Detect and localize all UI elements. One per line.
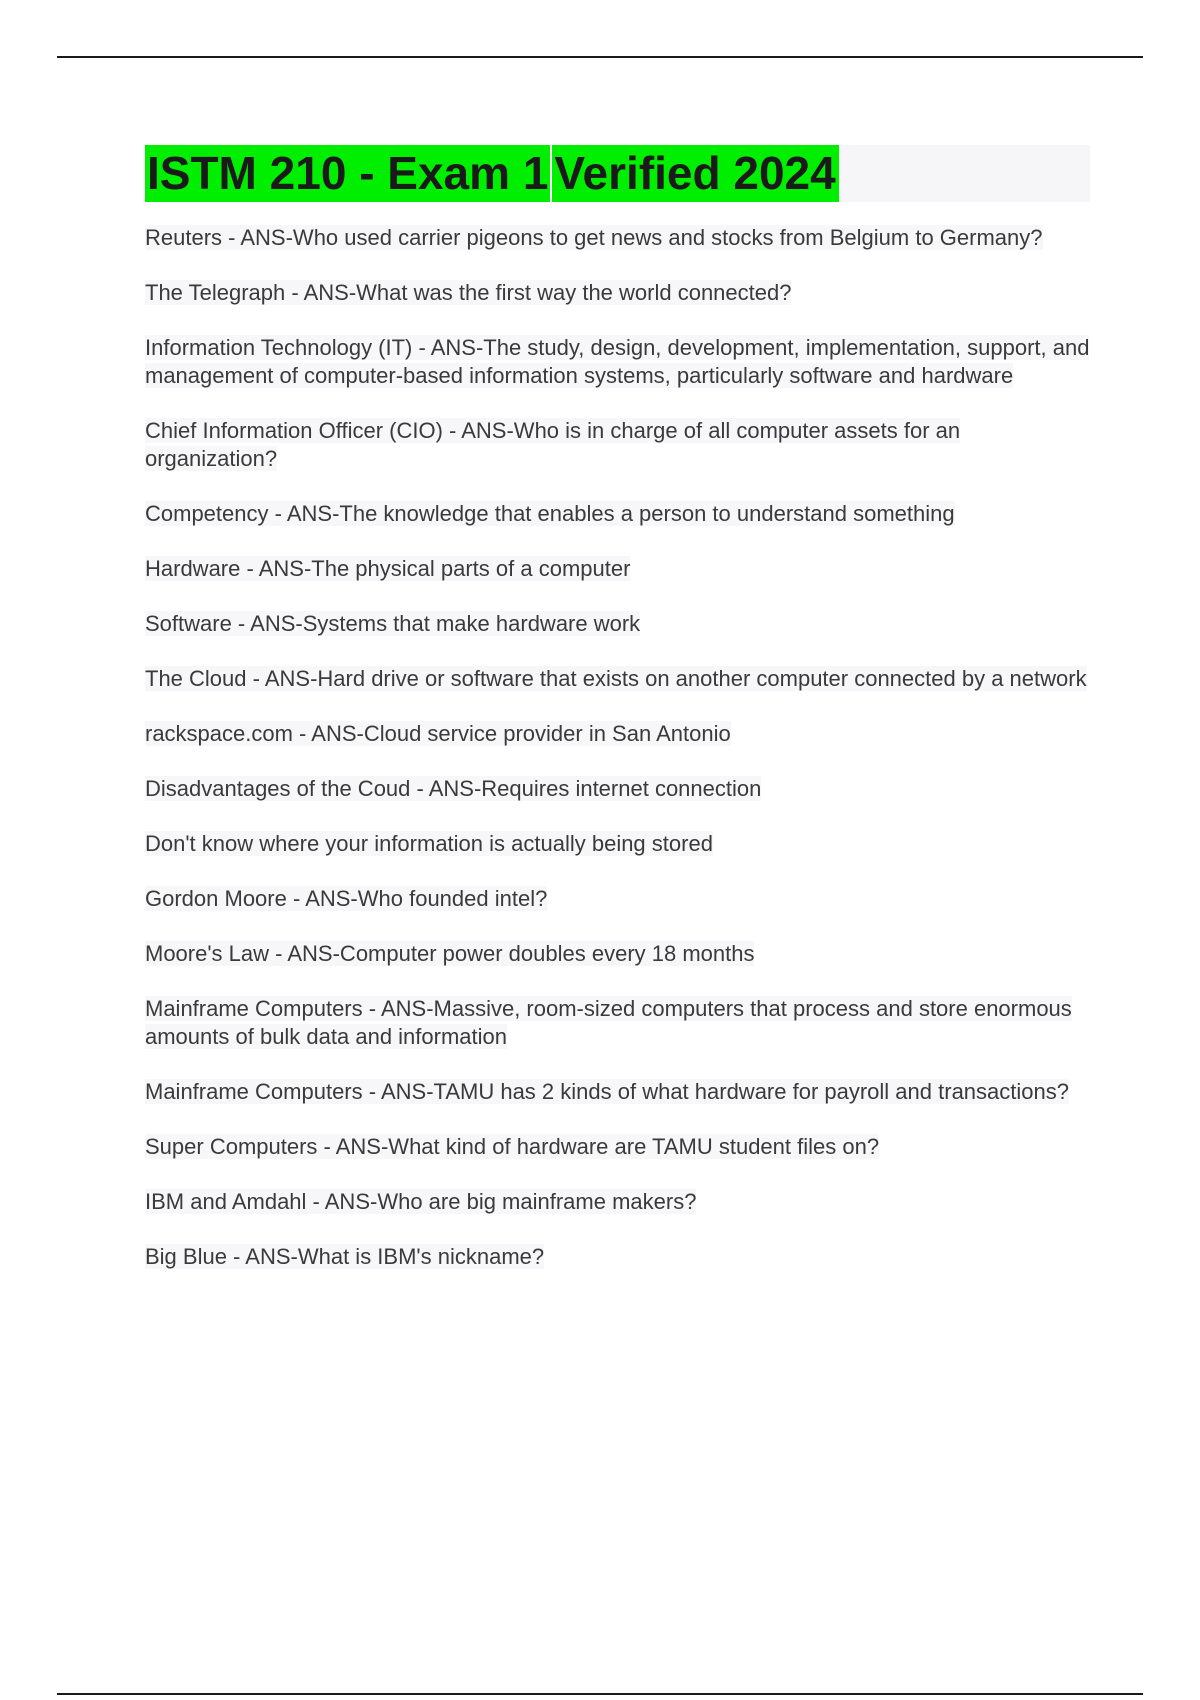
qa-item: Moore's Law - ANS-Computer power doubles every 18 months <box>145 941 755 966</box>
qa-item: Mainframe Computers - ANS-Massive, room-sized computers that process and store enormous amounts of bulk data and information <box>145 996 1072 1049</box>
qa-item: Reuters - ANS-Who used carrier pigeons to get news and stocks from Belgium to Germany? <box>145 225 1043 250</box>
title-part-1: ISTM 210 - Exam 1 <box>147 147 549 199</box>
qa-item: Competency - ANS-The knowledge that enables a person to understand something <box>145 501 955 526</box>
qa-item: Mainframe Computers - ANS-TAMU has 2 kinds of what hardware for payroll and transactions? <box>145 1079 1069 1104</box>
qa-item: Chief Information Officer (CIO) - ANS-Who is in charge of all computer assets for an organization? <box>145 418 961 471</box>
qa-item: Super Computers - ANS-What kind of hardware are TAMU student files on? <box>145 1134 880 1159</box>
qa-item: IBM and Amdahl - ANS-Who are big mainframe makers? <box>145 1189 697 1214</box>
qa-item: Disadvantages of the Coud - ANS-Requires internet connection <box>145 776 762 801</box>
qa-item: Gordon Moore - ANS-Who founded intel? <box>145 886 548 911</box>
top-rule <box>57 56 1143 58</box>
qa-item: Don't know where your information is actually being stored <box>145 831 713 856</box>
qa-item: rackspace.com - ANS-Cloud service provider in San Antonio <box>145 721 731 746</box>
title-part-2: Verified 2024 <box>554 147 836 199</box>
qa-item: Big Blue - ANS-What is IBM's nickname? <box>145 1244 545 1269</box>
document-title <box>145 145 839 202</box>
document-body <box>145 145 1090 1298</box>
qa-list <box>145 224 1090 1271</box>
bottom-rule <box>57 1693 1143 1695</box>
qa-item: Information Technology (IT) - ANS-The study, design, development, implementation, support, and management of computer-based information systems, particularly software and hardware <box>145 335 1090 388</box>
title-band <box>145 145 1090 202</box>
qa-item: The Cloud - ANS-Hard drive or software that exists on another computer connected by a network <box>145 666 1087 691</box>
qa-item: The Telegraph - ANS-What was the first way the world connected? <box>145 280 792 305</box>
qa-item: Software - ANS-Systems that make hardware work <box>145 611 641 636</box>
title-separator <box>550 145 552 202</box>
qa-item: Hardware - ANS-The physical parts of a computer <box>145 556 631 581</box>
